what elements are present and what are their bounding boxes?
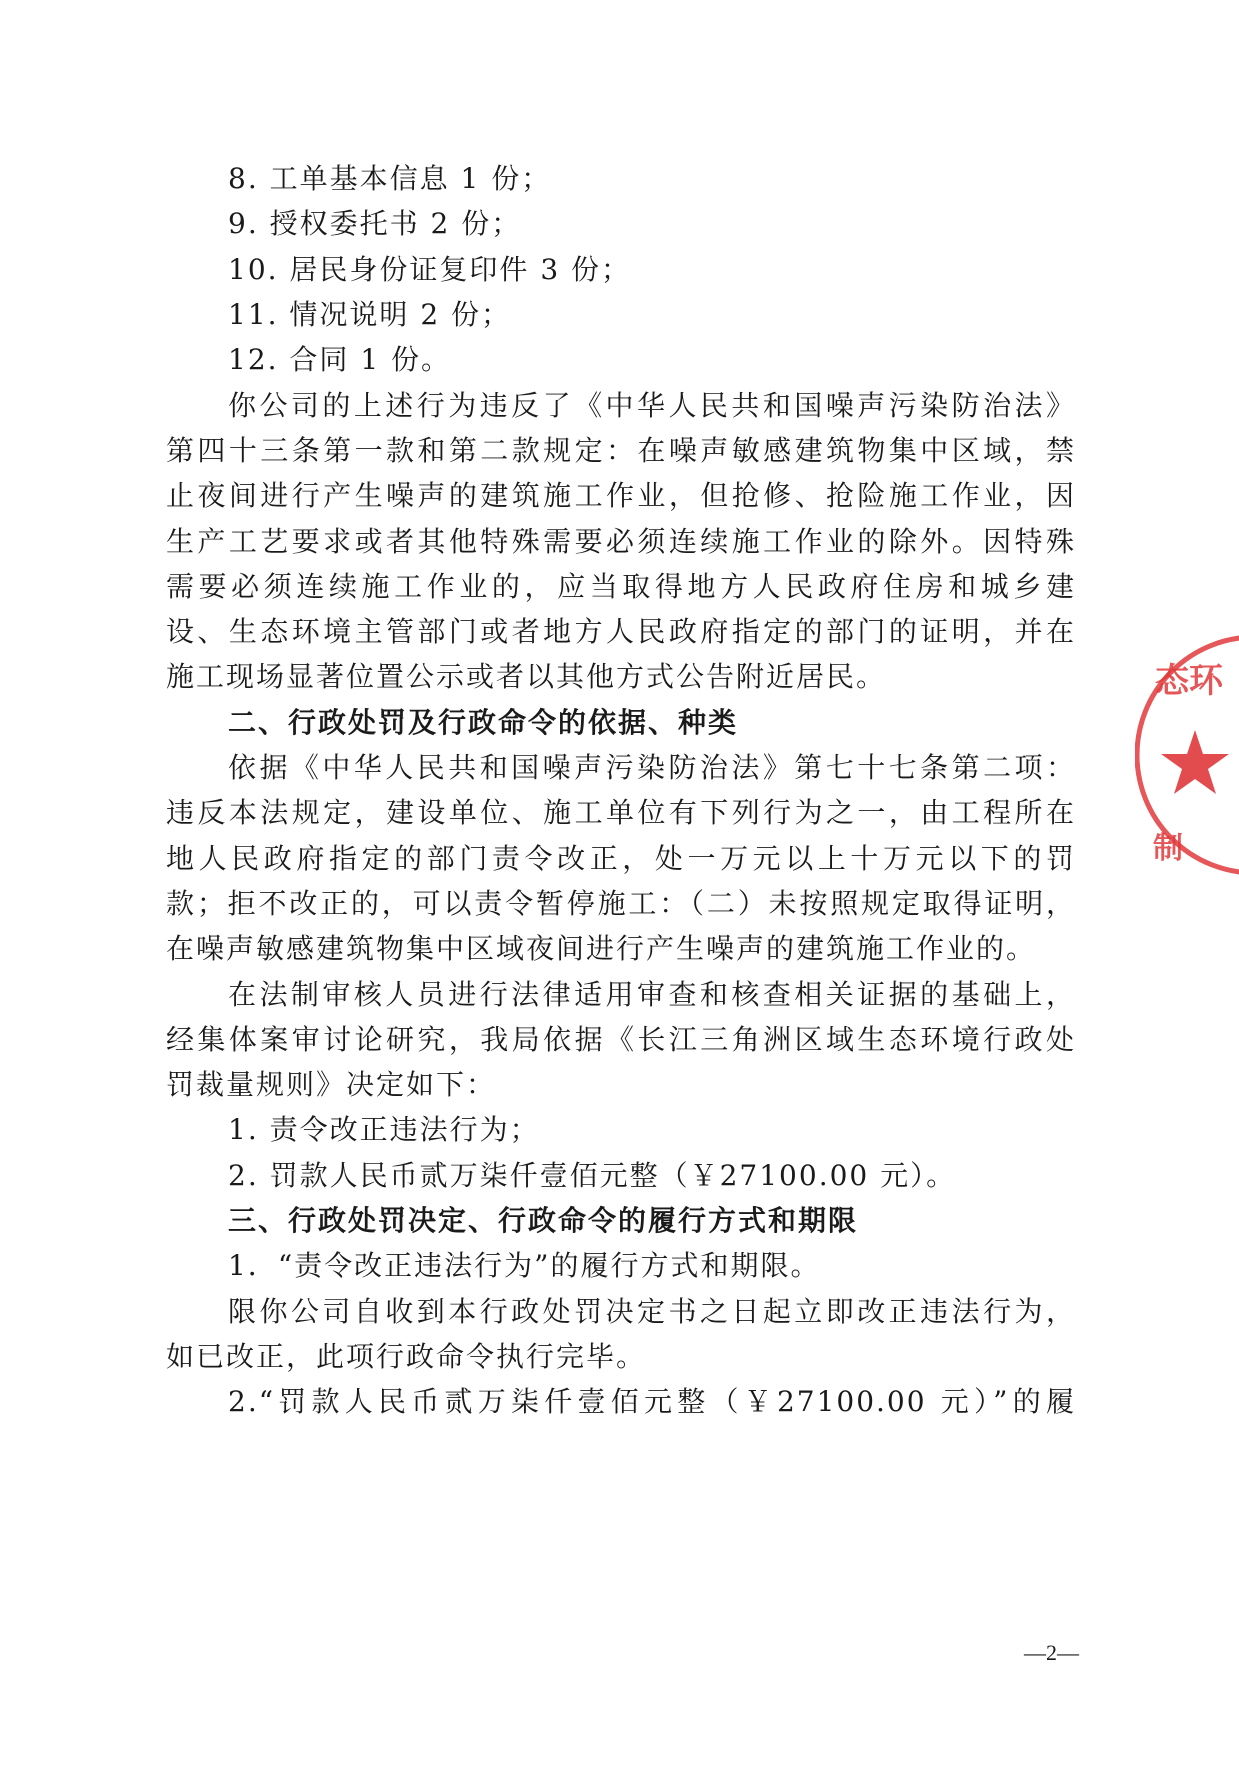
evidence-item-10: 10. 居民身份证复印件 3 份； [228,253,632,286]
page-number: —2— [1024,1640,1079,1665]
violation-line-4: 生产工艺要求或者其他特殊需要必须连续施工作业的除外。因特殊 [166,525,1076,558]
decision-item-2: 2. 罚款人民币贰万柒仟壹佰元整（￥27100.00 元）。 [228,1159,957,1192]
section2-heading: 二、行政处罚及行政命令的依据、种类 [228,706,739,739]
basis-line-2: 违反本法规定，建设单位、施工单位有下列行为之一，由工程所在 [166,796,1076,829]
review-line-2: 经集体案审讨论研究，我局依据《长江三角洲区域生态环境行政处 [166,1023,1076,1056]
review-line-3: 罚裁量规则》决定如下： [166,1068,497,1101]
violation-line-2: 第四十三条第一款和第二款规定：在噪声敏感建筑物集中区域，禁 [166,434,1076,467]
seal-text-bottom: 制 [1153,831,1183,866]
item1-title: 1．“责令改正违法行为”的履行方式和期限。 [228,1249,821,1282]
decision-item-1: 1. 责令改正违法行为； [228,1113,540,1146]
review-line-1: 在法制审核人员进行法律适用审查和核查相关证据的基础上， [228,978,1076,1011]
item1-body-line-2: 如已改正，此项行政命令执行完毕。 [166,1340,647,1373]
evidence-item-9: 9. 授权委托书 2 份； [228,207,522,240]
violation-line-7: 施工现场显著位置公示或者以其他方式公告附近居民。 [166,660,887,693]
item1-body-line-1: 限你公司自收到本行政处罚决定书之日起立即改正违法行为， [228,1295,1076,1328]
item2-title: 2.“罚款人民币贰万柒仟壹佰元整（￥27100.00 元）”的履 [228,1385,1076,1418]
basis-line-5: 在噪声敏感建筑物集中区域夜间进行产生噪声的建筑施工作业的。 [166,932,1037,965]
violation-line-3: 止夜间进行产生噪声的建筑施工作业，但抢修、抢险施工作业，因 [166,479,1076,512]
evidence-item-11: 11. 情况说明 2 份； [228,298,512,331]
seal-text-top: 态环 [1155,661,1223,701]
violation-line-1: 你公司的上述行为违反了《中华人民共和国噪声污染防治法》 [228,389,1076,422]
evidence-item-12: 12. 合同 1 份。 [228,343,452,376]
basis-line-4: 款；拒不改正的，可以责令暂停施工：（二）未按照规定取得证明， [166,887,1076,920]
basis-line-3: 地人民政府指定的部门责令改正，处一万元以上十万元以下的罚 [166,842,1076,875]
official-seal [1135,630,1239,880]
evidence-item-8: 8. 工单基本信息 1 份； [228,162,552,195]
violation-line-6: 设、生态环境主管部门或者地方人民政府指定的部门的证明，并在 [166,615,1076,648]
basis-line-1: 依据《中华人民共和国噪声污染防治法》第七十七条第二项： [228,751,1076,784]
section3-heading: 三、行政处罚决定、行政命令的履行方式和期限 [228,1204,859,1237]
violation-line-5: 需要必须连续施工作业的，应当取得地方人民政府住房和城乡建 [166,570,1076,603]
